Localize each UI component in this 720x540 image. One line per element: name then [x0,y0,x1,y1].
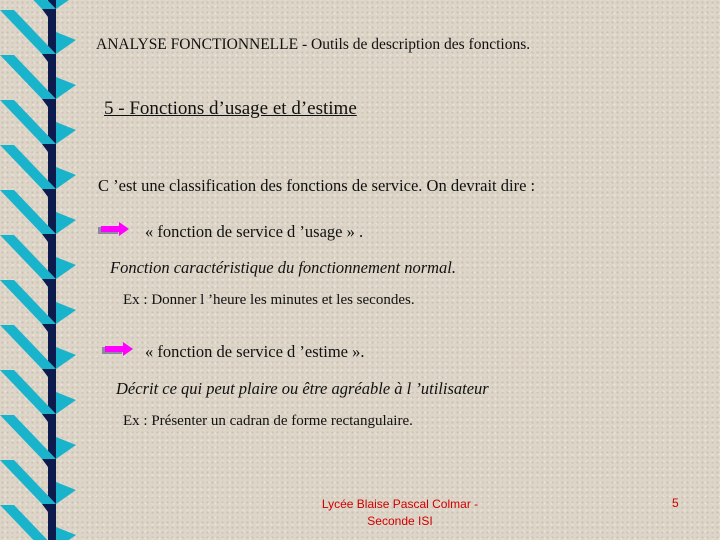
usage-function-definition: Fonction caractéristique du fonctionnement normal. [110,258,456,277]
page-number: 5 [672,496,679,510]
decorative-stripe [0,0,90,540]
estime-function-example: Ex : Présenter un cadran de forme rectangulaire. [123,413,413,429]
intro-text: C ’est une classification des fonctions de service. On devrait dire : [98,176,536,195]
usage-function-example: Ex : Donner l ’heure les minutes et les secondes. [123,292,415,308]
section-title: 5 - Fonctions d’usage et d’estime [104,98,357,119]
footer-line-2: Seconde ISI [367,514,433,528]
usage-function-label: « fonction de service d ’usage » . [145,222,364,241]
estime-function-definition: Décrit ce qui peut plaire ou être agréable à l ’utilisateur [116,379,489,398]
footer-school [290,496,510,530]
footer-line-1: Lycée Blaise Pascal Colmar - [321,497,479,511]
arrow-right-icon [98,222,130,238]
arrow-right-icon [102,342,134,358]
slide-header: ANALYSE FONCTIONNELLE - Outils de description des fonctions. [96,36,531,53]
estime-function-label: « fonction de service d ’estime ». [145,342,365,361]
